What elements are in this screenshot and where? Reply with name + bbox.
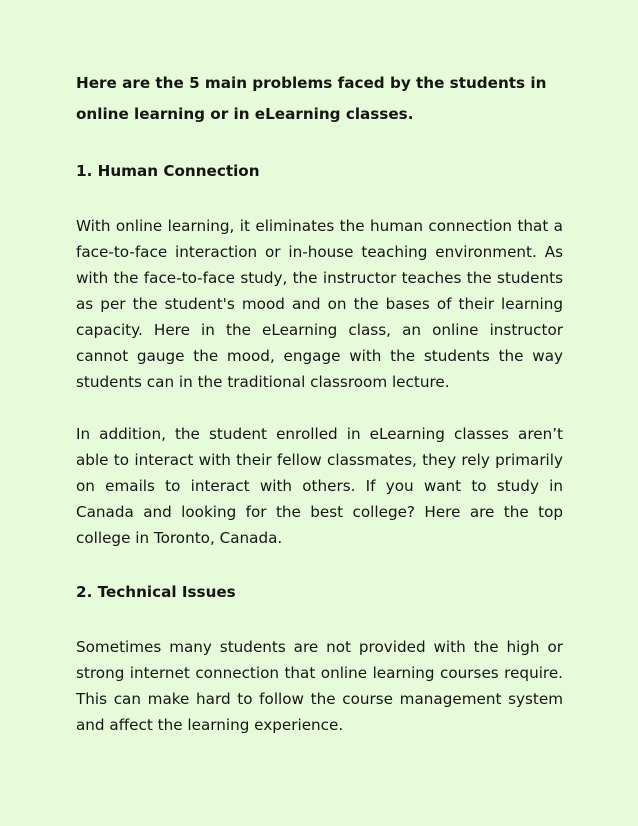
paragraph-human-connection-2: In addition, the student enrolled in eLearning classes aren’t able to interact with their fellow classmates, they rely primarily on emails to interact with others. If you want to study in Canada and looking for the best college? Here are the top college in Toronto, Canada. (76, 425, 563, 547)
section-heading-human-connection: 1. Human Connection (76, 162, 260, 180)
section-heading-technical-issues: 2. Technical Issues (76, 583, 236, 601)
paragraph-technical-issues-1: Sometimes many students are not provided with the high or strong internet connection that online learning courses require. This can make hard to follow the course management system and affect the learning experience. (76, 638, 563, 734)
document-body (76, 68, 563, 738)
intro-heading: Here are the 5 main problems faced by the students in online learning or in eLearning classes. (76, 74, 547, 123)
paragraph-human-connection-1: With online learning, it eliminates the human connection that a face-to-face interaction or in-house teaching environment. As with the face-to-face study, the instructor teaches the students as per the student's mood and on the bases of their learning capacity. Here in the eLearning class, an online instructor cannot gauge the mood, engage with the students the way students can in the traditional classroom lecture. (76, 217, 563, 391)
